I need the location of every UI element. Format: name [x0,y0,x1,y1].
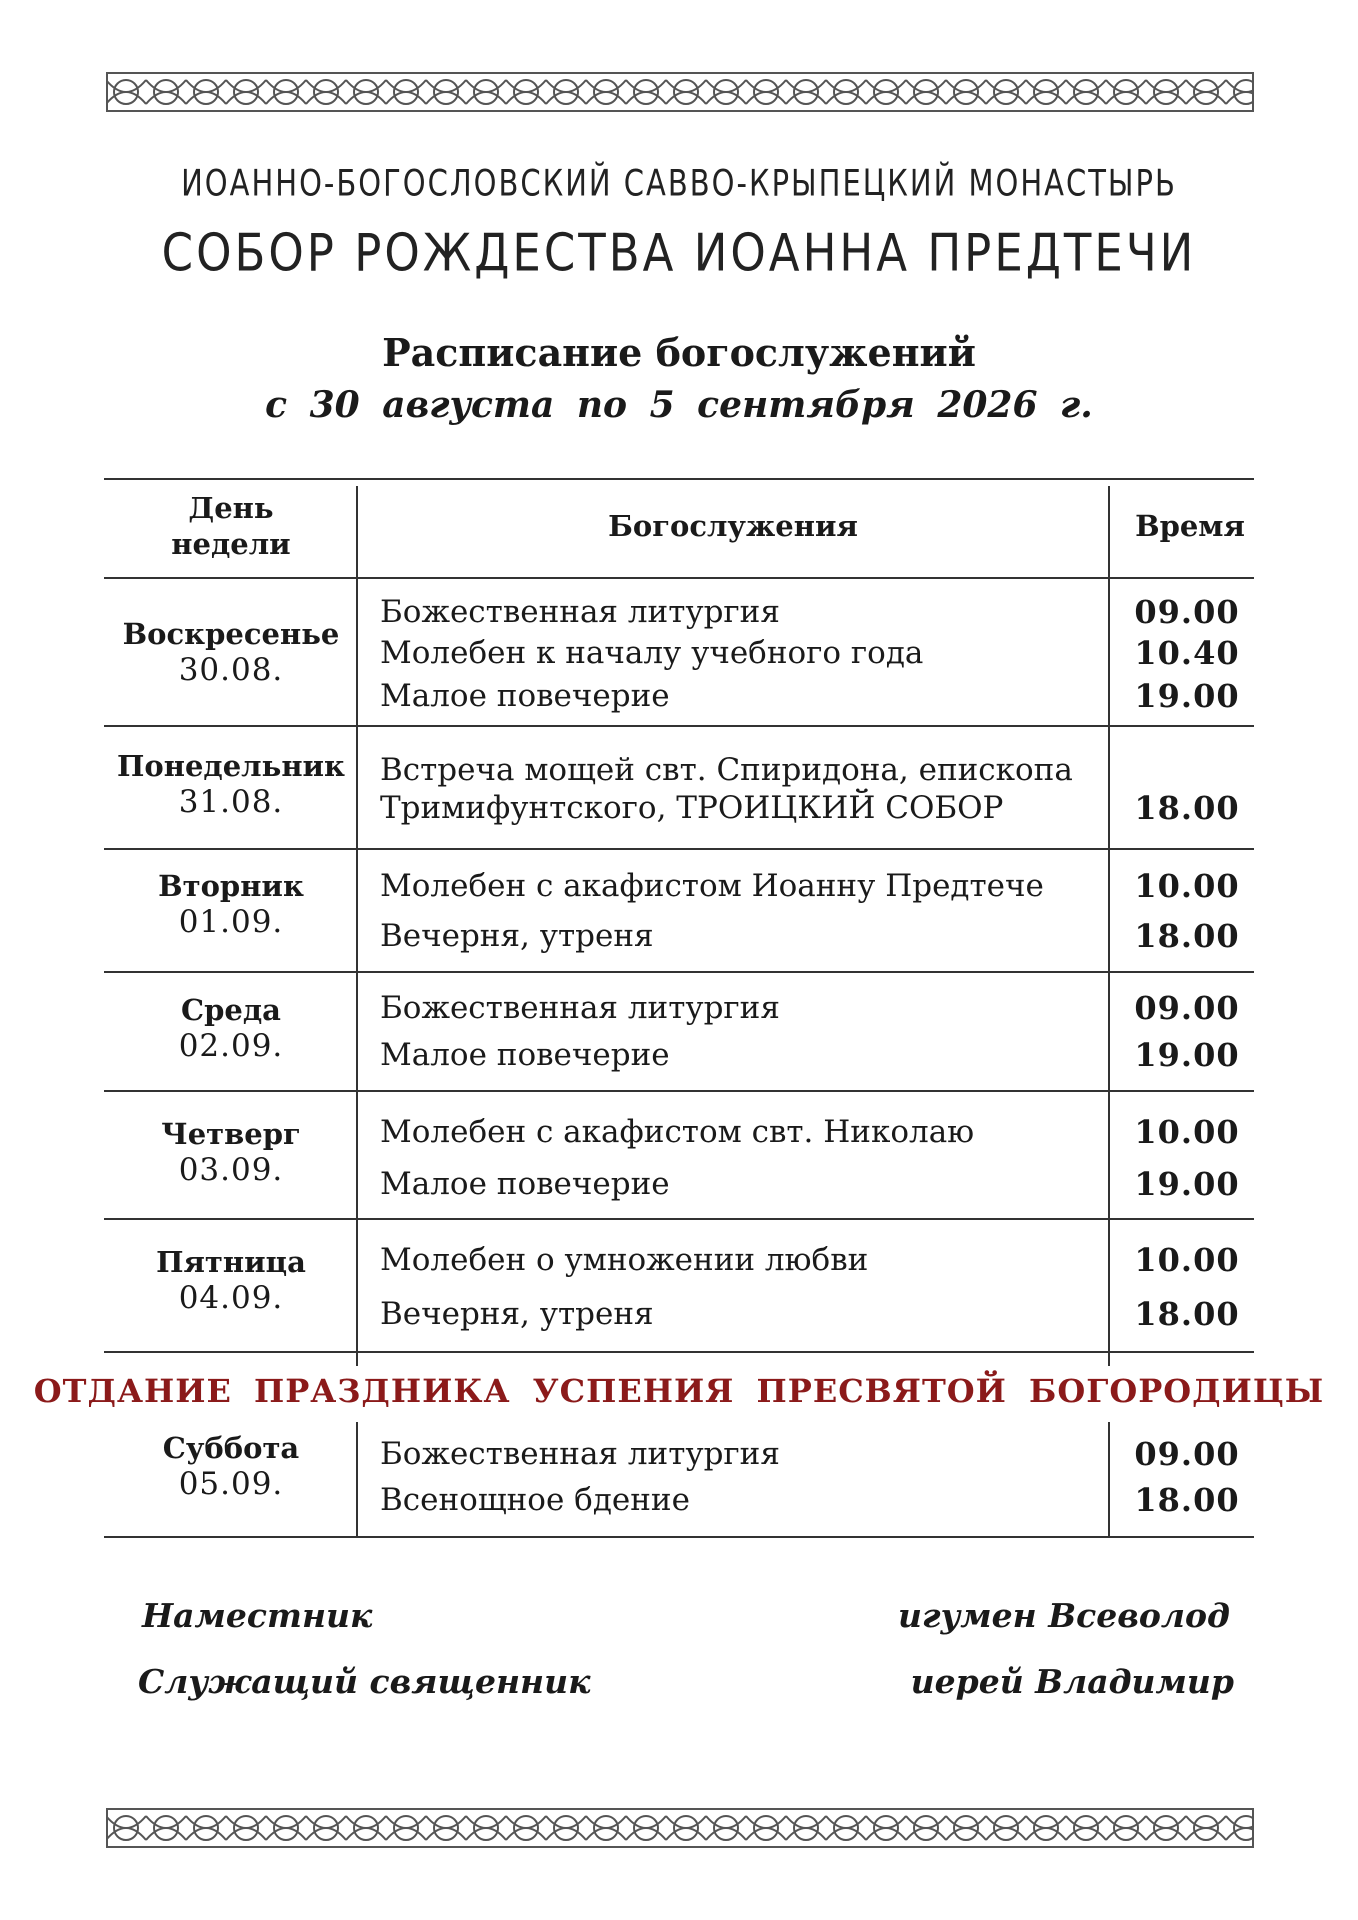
service-time: 10.40 [1134,634,1240,672]
service-item: Молебен к началу учебного года [380,635,924,671]
table-row-day [104,1244,358,1316]
service-item: Вечерня, утреня [380,1296,654,1332]
cathedral-name: СОБОР РОЖДЕСТВА ИОАННА ПРЕДТЕЧИ [161,222,1197,283]
day-date: 05.09. [178,1466,284,1502]
service-time: 09.00 [1134,593,1240,631]
table-bottom-line [104,1536,1254,1538]
column-divider [1108,1422,1110,1536]
signature-name: иерей Владимир [910,1662,1234,1701]
schedule-dates: с 30 августа по 5 сентября 2026 г. [265,384,1093,426]
service-item: Малое повечерие [380,1037,670,1073]
table-row-day [104,1116,358,1188]
header-day [104,490,358,562]
top-ornament-border [106,72,1254,112]
day-date: 31.08. [178,784,284,820]
day-name: Пятница [156,1245,306,1279]
signature-role: Наместник [142,1596,373,1635]
row-divider [104,1218,1254,1220]
service-item: Молебен с акафистом Иоанну Предтече [380,868,1044,904]
column-divider [1108,486,1110,1366]
service-time: 10.00 [1134,1113,1240,1151]
service-time: 19.00 [1134,1036,1240,1074]
bottom-ornament-border [106,1808,1254,1848]
service-time: 09.00 [1134,1435,1240,1473]
header-day-label: День недели [171,491,291,561]
schedule-title: Расписание богослужений [382,330,976,375]
service-time: 10.00 [1134,1241,1240,1279]
day-name: Воскресенье [122,617,340,651]
service-item: Малое повечерие [380,1166,670,1202]
service-time: 19.00 [1134,1165,1240,1203]
row-divider [104,971,1254,973]
header-bottom-line [104,577,1254,579]
feast-banner: ОТДАНИЕ ПРАЗДНИКА УСПЕНИЯ ПРЕСВЯТОЙ БОГОРОДИЦЫ [33,1372,1325,1410]
service-time: 19.00 [1134,677,1240,715]
table-top-line [104,478,1254,480]
service-item: Малое повечерие [380,678,670,714]
table-row-day [104,748,358,820]
service-time: 18.00 [1134,1295,1240,1333]
service-item: Молебен с акафистом свт. Николаю [380,1114,975,1150]
day-date: 04.09. [178,1280,284,1316]
service-item: Божественная литургия [380,1436,780,1472]
service-time: 18.00 [1134,917,1240,955]
day-name: Четверг [161,1117,301,1151]
day-name: Понедельник [117,749,345,783]
monastery-name: ИОАННО-БОГОСЛОВСКИЙ САВВО-КРЫПЕЦКИЙ МОНАСТЫРЬ [181,161,1177,205]
table-row-day [104,616,358,688]
row-divider [104,1351,1254,1353]
day-date: 30.08. [178,652,284,688]
day-name: Вторник [158,869,304,903]
service-time: 18.00 [1134,789,1240,827]
service-item: Встреча мощей свт. Спиридона, епископа [380,752,1073,788]
day-date: 01.09. [178,904,284,940]
service-item: Всенощное бдение [380,1482,690,1518]
row-divider [104,725,1254,727]
row-divider [104,848,1254,850]
service-time: 10.00 [1134,867,1240,905]
header-time: Время [1135,509,1245,543]
service-item: Вечерня, утреня [380,918,654,954]
service-time: 18.00 [1134,1481,1240,1519]
table-row-day [104,992,358,1064]
day-date: 03.09. [178,1152,284,1188]
service-time: 09.00 [1134,989,1240,1027]
header-services: Богослужения [608,509,858,543]
day-name: Среда [181,993,281,1027]
day-date: 02.09. [178,1028,284,1064]
table-row-day [104,1430,358,1502]
table-row-day [104,868,358,940]
service-item: Божественная литургия [380,594,780,630]
day-name: Суббота [162,1431,300,1465]
signature-name: игумен Всеволод [898,1596,1230,1635]
signature-role: Служащий священник [138,1662,591,1701]
service-item: Молебен о умножении любви [380,1242,869,1278]
service-item: Тримифунтского, ТРОИЦКИЙ СОБОР [380,790,1004,826]
row-divider [104,1090,1254,1092]
service-item: Божественная литургия [380,990,780,1026]
